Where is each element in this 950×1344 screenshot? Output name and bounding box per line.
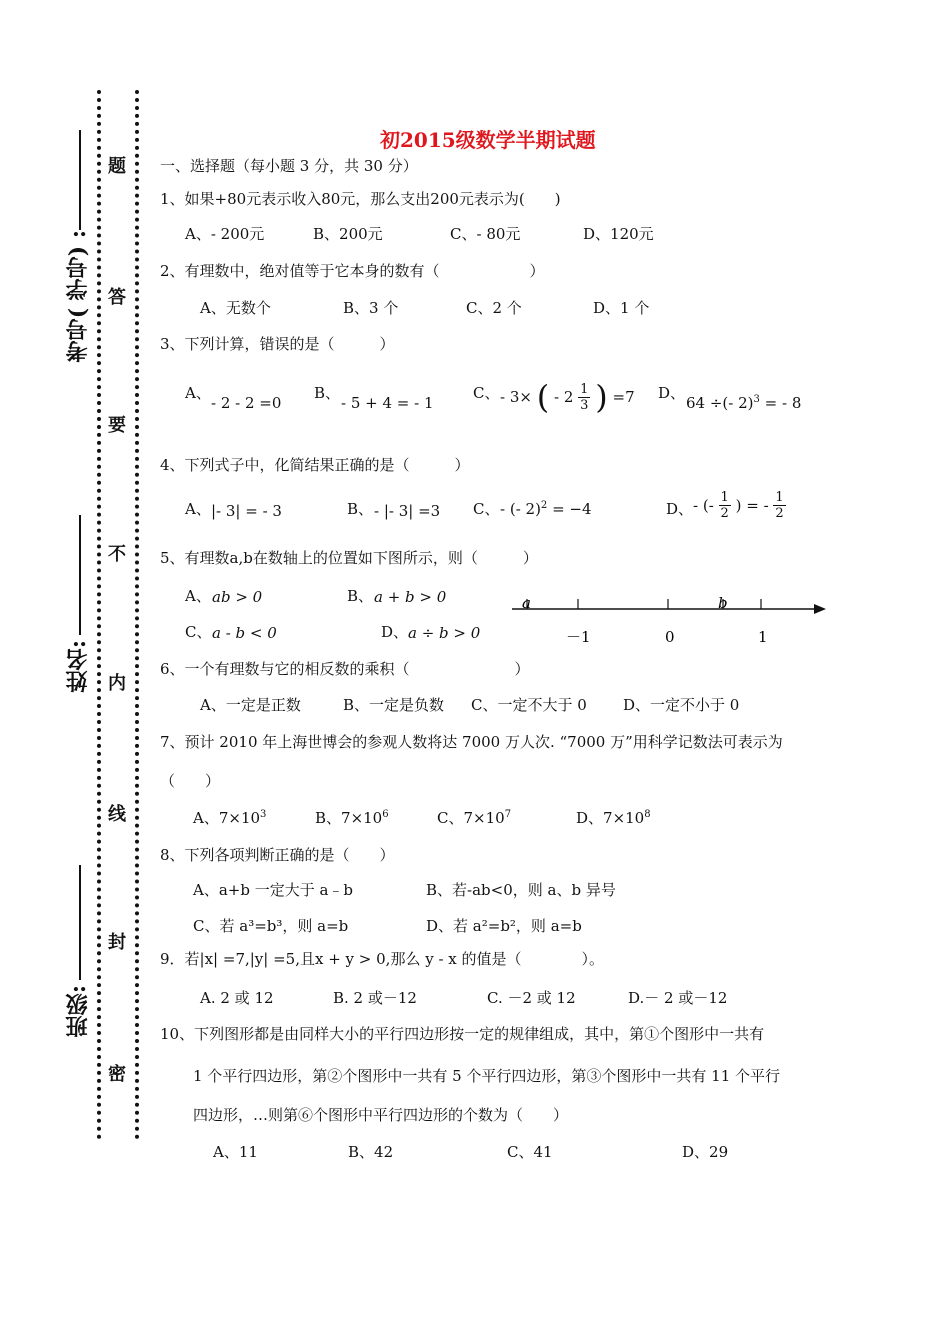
q6-option-b: B、一定是负数 xyxy=(343,696,445,714)
q7-option-b: B、$7\times 10^6$ xyxy=(315,809,389,827)
q4-option-c-label: C、 xyxy=(473,500,500,518)
q3-option-b-expr: - 5 + 4 = - 1 xyxy=(341,394,434,412)
q3-option-b-label: B、 xyxy=(314,384,341,402)
q5-option-b-label: B、 xyxy=(347,587,374,605)
q8-option-b: B、若-ab<0，则 a、b 异号 xyxy=(426,881,616,899)
q3-stem: 3、下列计算，错误的是（ ） xyxy=(160,335,395,353)
seal-char-ti: 题 xyxy=(108,156,126,177)
q3-option-d-expr: 64 ÷(- 2)$^3$ = - 8 xyxy=(686,394,802,412)
q1-stem: 1、如果+80元表示收入80元，那么支出200元表示为( ) xyxy=(160,190,561,208)
exam-number-label: 考号( 学号) : xyxy=(65,230,91,363)
seal-char-mi: 密 xyxy=(108,1064,126,1085)
q10-option-b: B、42 xyxy=(348,1143,394,1161)
number-line-figure xyxy=(510,590,830,650)
q7-option-c: C、$7\times 10^7$ xyxy=(437,809,512,827)
q9-option-b: B. 2 或－12 xyxy=(333,989,417,1007)
q3-c-close-paren: ) xyxy=(595,378,608,416)
q6-option-c: C、一定不大于 0 xyxy=(471,696,587,714)
q2-stem: 2、有理数中，绝对值等于它本身的数有（ ） xyxy=(160,262,545,280)
q4-option-a-expr: |- 3| = - 3 xyxy=(211,502,282,520)
seal-char-yao: 要 xyxy=(108,415,126,436)
q4-stem: 4、下列式子中，化简结果正确的是（ ） xyxy=(160,456,470,474)
q9-option-c: C. －2 或 12 xyxy=(487,989,576,1007)
q4-option-b-label: B、 xyxy=(347,500,374,518)
name-blank[interactable] xyxy=(79,515,81,635)
q4-option-a-label: A、 xyxy=(185,500,211,518)
q3-option-c-expr xyxy=(500,378,635,416)
q4-option-c-expr: - (- 2)$^2$ = −4 xyxy=(500,500,592,518)
q5-option-c-label: C、 xyxy=(185,623,212,641)
q9-option-d: D.－ 2 或－12 xyxy=(628,989,728,1007)
q7-answer-paren: （ ） xyxy=(160,772,221,790)
q3-c-whole: - 2 xyxy=(554,388,574,406)
q2-option-b: B、3 个 xyxy=(343,299,399,317)
q3-option-c-label: C、 xyxy=(473,384,500,402)
q4-option-d-expr: - (- $\frac{1}{2}$ ) = - $\frac{1}{2}$ xyxy=(693,490,784,521)
q3-c-fraction: $\frac{1}{3}$ xyxy=(580,381,589,413)
q1-option-c: C、- 80元 xyxy=(450,225,521,243)
q5-option-d-expr: a ÷ b > 0 xyxy=(408,624,481,642)
q3-option-a-label: A、 xyxy=(185,384,211,402)
q1-option-b: B、200元 xyxy=(313,225,383,243)
q3-c-result: =7 xyxy=(612,388,635,406)
section-heading: 一、选择题（每小题 3 分，共 30 分） xyxy=(160,157,418,175)
exam-number-blank[interactable] xyxy=(79,130,81,230)
seal-char-bu: 不 xyxy=(108,544,126,565)
q3-option-d-label: D、 xyxy=(658,384,686,402)
q4-d-fraction-2: $\frac{1}{2}$ xyxy=(775,490,784,521)
q5-option-d-label: D、 xyxy=(381,623,409,641)
number-line-arrow xyxy=(814,604,826,614)
q2-option-c: C、2 个 xyxy=(466,299,522,317)
q7-stem: 7、预计 2010 年上海世博会的参观人数将达 7000 万人次. “7000 万”用科学记数法可表示为 xyxy=(160,733,783,751)
seal-char-da: 答 xyxy=(108,287,126,308)
q3-c-prefix: - 3× xyxy=(500,388,532,406)
q8-option-a: A、a+b 一定大于 a﹣b xyxy=(193,881,354,899)
q10-stem-line2: 1 个平行四边形，第②个图形中一共有 5 个平行四边形，第③个图形中一共有 11 个平行 xyxy=(193,1067,781,1085)
binding-dotted-line-left xyxy=(97,90,101,1140)
number-line-label-a: a xyxy=(522,594,531,612)
q5-option-c-expr: a - b < 0 xyxy=(212,624,277,642)
number-line-tick-label-0: 0 xyxy=(665,628,675,646)
q9-option-a: A. 2 或 12 xyxy=(200,989,274,1007)
class-label: 班级: xyxy=(65,985,91,1038)
seal-char-xian: 线 xyxy=(108,804,126,825)
q8-option-c: C、若 a³=b³，则 a=b xyxy=(193,917,349,935)
number-line-label-b: b xyxy=(718,594,728,612)
q2-option-a: A、无数个 xyxy=(200,299,271,317)
seal-char-nei: 内 xyxy=(108,673,126,694)
name-label: 姓名: xyxy=(65,640,91,693)
q6-stem: 6、一个有理数与它的相反数的乘积（ ） xyxy=(160,660,530,678)
q10-stem-line1: 10、下列图形都是由同样大小的平行四边形按一定的规律组成，其中，第①个图形中一共有 xyxy=(160,1025,765,1043)
q10-option-c: C、41 xyxy=(507,1143,553,1161)
q3-option-a-expr: - 2 - 2 =0 xyxy=(211,394,282,412)
q5-stem: 5、有理数a,b在数轴上的位置如下图所示，则（ ） xyxy=(160,549,538,567)
q6-option-a: A、一定是正数 xyxy=(200,696,301,714)
q7-option-d: D、$7\times 10^8$ xyxy=(576,809,651,827)
q4-d-fraction-1: $\frac{1}{2}$ xyxy=(720,490,729,521)
q6-option-d: D、一定不小于 0 xyxy=(623,696,740,714)
q2-option-d: D、1 个 xyxy=(593,299,650,317)
q5-option-b-expr: a + b > 0 xyxy=(374,588,447,606)
q1-option-d: D、120元 xyxy=(583,225,654,243)
q10-option-a: A、11 xyxy=(213,1143,258,1161)
seal-char-feng: 封 xyxy=(108,932,126,953)
q3-c-open-paren: ( xyxy=(536,378,550,416)
exam-title: 初2015级数学半期试题 xyxy=(380,128,596,152)
binding-dotted-line-right xyxy=(135,90,139,1140)
q10-stem-line3: 四边形，…则第⑥个图形中平行四边形的个数为（ ） xyxy=(193,1106,569,1124)
q1-option-a: A、- 200元 xyxy=(185,225,265,243)
q5-option-a-expr: ab > 0 xyxy=(212,588,263,606)
q8-option-d: D、若 a²=b²，则 a=b xyxy=(426,917,582,935)
q9-stem: 9．若|x| =7,|y| =5,且x + y > 0,那么 y - x 的值是（ ）。 xyxy=(160,950,605,968)
q10-option-d: D、29 xyxy=(682,1143,729,1161)
q4-option-d-label: D、 xyxy=(666,500,694,518)
q8-stem: 8、下列各项判断正确的是（ ） xyxy=(160,846,395,864)
q5-option-a-label: A、 xyxy=(185,587,211,605)
q7-option-a: A、$7\times 10^3$ xyxy=(193,809,267,827)
q4-option-b-expr: - |- 3| =3 xyxy=(374,502,441,520)
number-line-tick-label-neg1: －1 xyxy=(566,628,591,646)
class-blank[interactable] xyxy=(79,865,81,980)
number-line-tick-label-1: 1 xyxy=(758,628,768,646)
